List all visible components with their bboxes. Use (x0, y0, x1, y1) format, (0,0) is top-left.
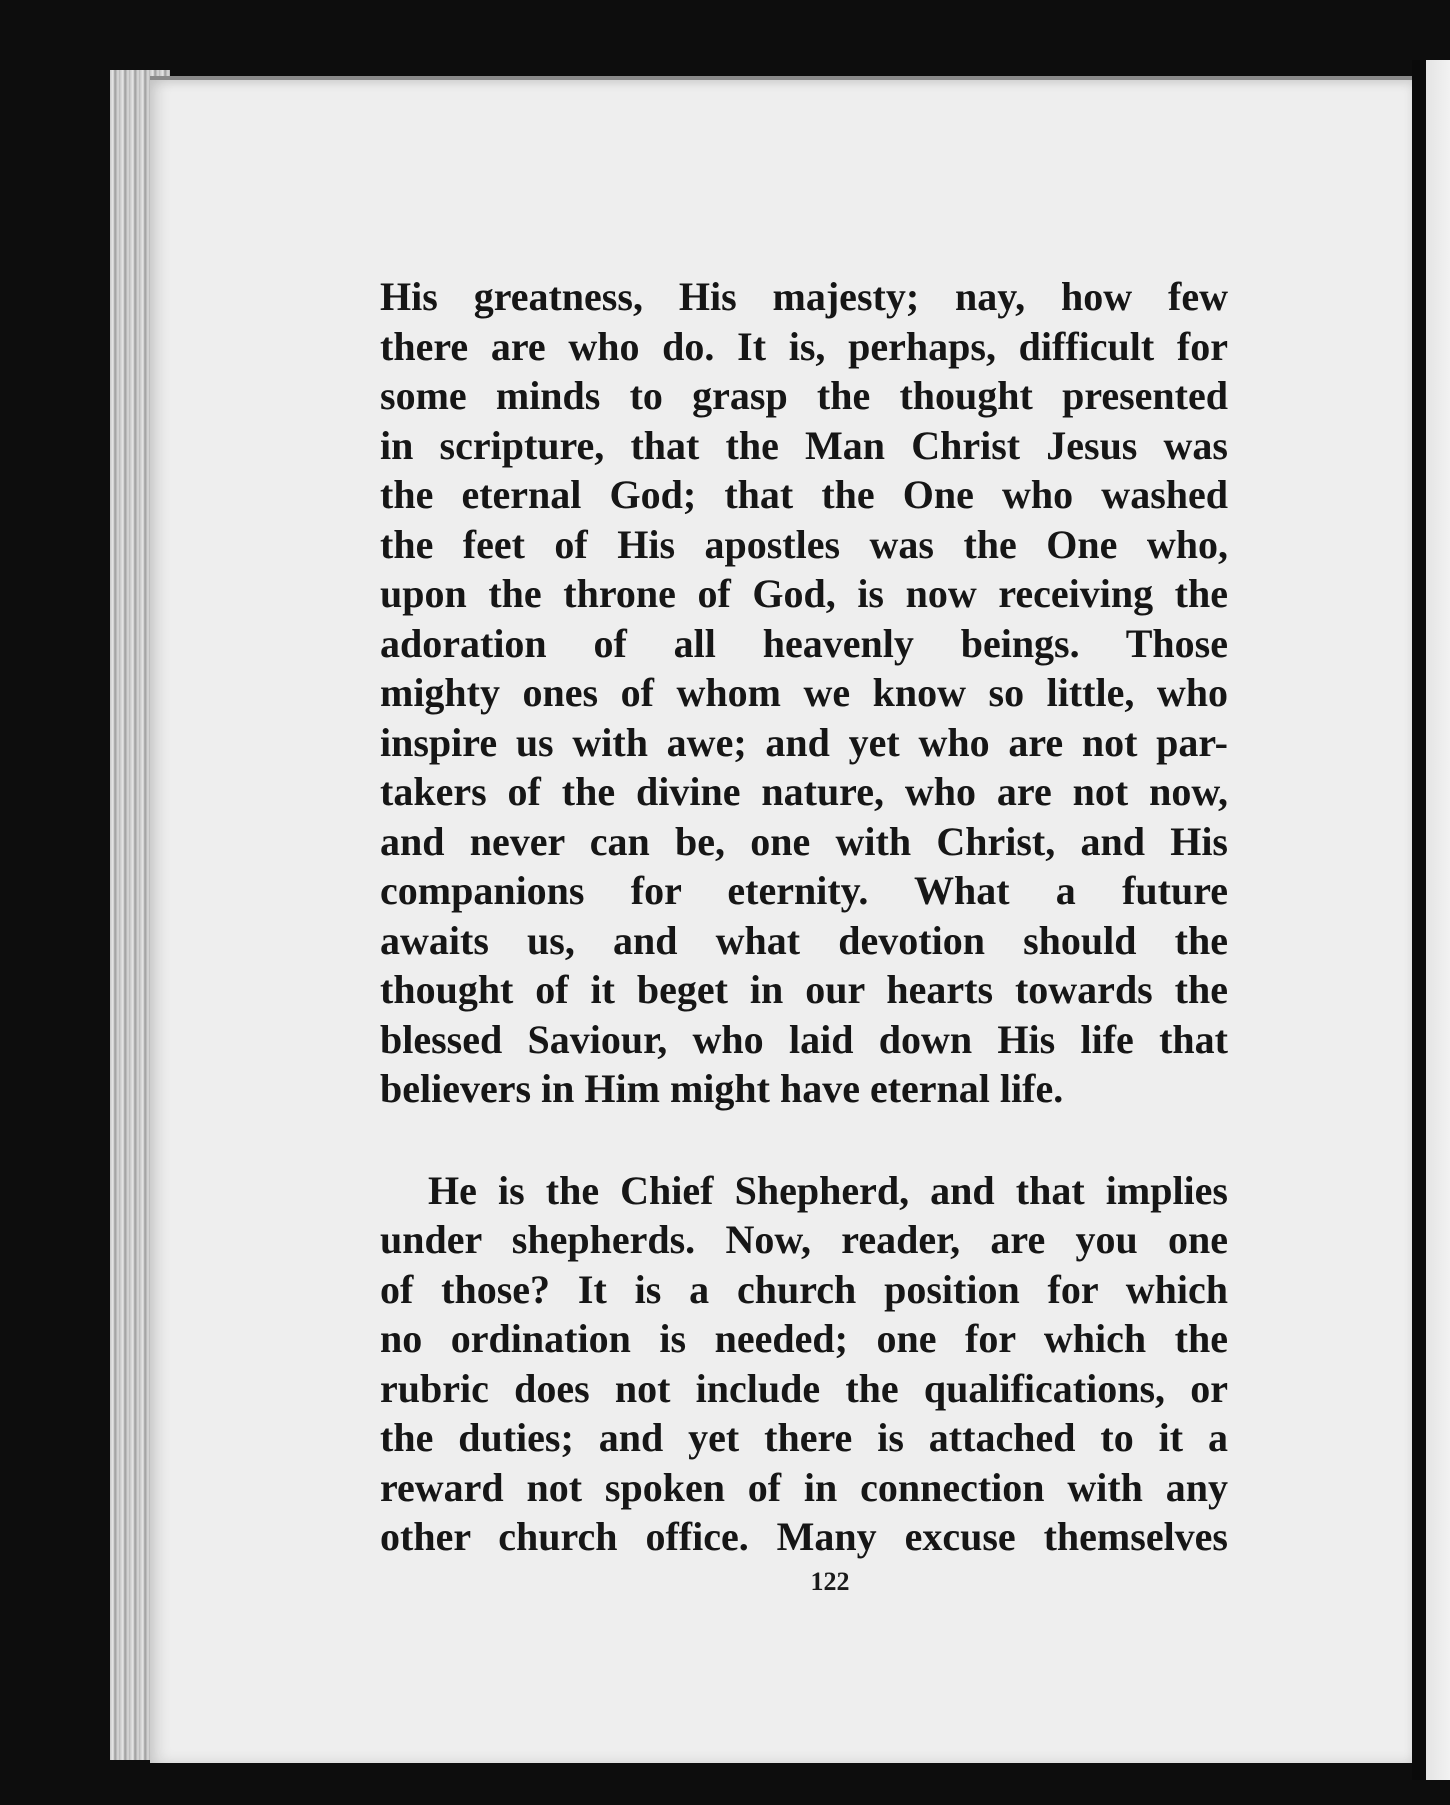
text-line: in scripture, that the Man Christ Jesus was (380, 422, 1228, 468)
text-line: of those? It is a church position for which (380, 1266, 1228, 1312)
text-line: rubric does not include the qualifications, or (380, 1365, 1228, 1411)
text-line: there are who do. It is, perhaps, difficult for (380, 323, 1228, 369)
text-line: the duties; and yet there is attached to it a (380, 1415, 1228, 1460)
text-line: and never can be, one with Christ, and His (380, 818, 1228, 864)
text-line: His greatness, His majesty; nay, how few (380, 274, 1228, 319)
text-line: the eternal God; that the One who washed (380, 472, 1228, 517)
text-line: mighty ones of whom we know so little, who (380, 670, 1228, 715)
text-line: He is the Chief Shepherd, and that implies (428, 1167, 1228, 1213)
paragraph (380, 1166, 1228, 1562)
text-line: thought of it beget in our hearts towards the (380, 967, 1228, 1012)
facing-page-edge (1426, 60, 1450, 1780)
page-top-border (150, 76, 1412, 80)
text-line: other church office. Many excuse themselves (380, 1514, 1228, 1559)
book-gutter (1412, 60, 1426, 1780)
text-line: no ordination is needed; one for which the (380, 1316, 1228, 1361)
text-line: under shepherds. Now, reader, are you one (380, 1217, 1228, 1262)
text-line: adoration of all heavenly beings. Those (380, 620, 1228, 666)
text-line: reward not spoken of in connection with any (380, 1464, 1228, 1510)
page-number: 122 (810, 1567, 850, 1596)
body-text (380, 272, 1228, 1562)
text-line: blessed Saviour, who laid down His life that (380, 1016, 1228, 1062)
text-line: believers in Him might have eternal life. (380, 1066, 1064, 1111)
text-line: upon the throne of God, is now receiving the (380, 571, 1228, 616)
text-line: inspire us with awe; and yet who are not par- (380, 719, 1228, 765)
text-line: takers of the divine nature, who are not now, (380, 769, 1228, 814)
text-line: the feet of His apostles was the One who, (380, 521, 1228, 567)
text-line: awaits us, and what devotion should the (380, 917, 1228, 963)
text-line: some minds to grasp the thought presented (380, 373, 1228, 418)
text-line: companions for eternity. What a future (380, 868, 1228, 913)
paragraph (380, 272, 1228, 1114)
